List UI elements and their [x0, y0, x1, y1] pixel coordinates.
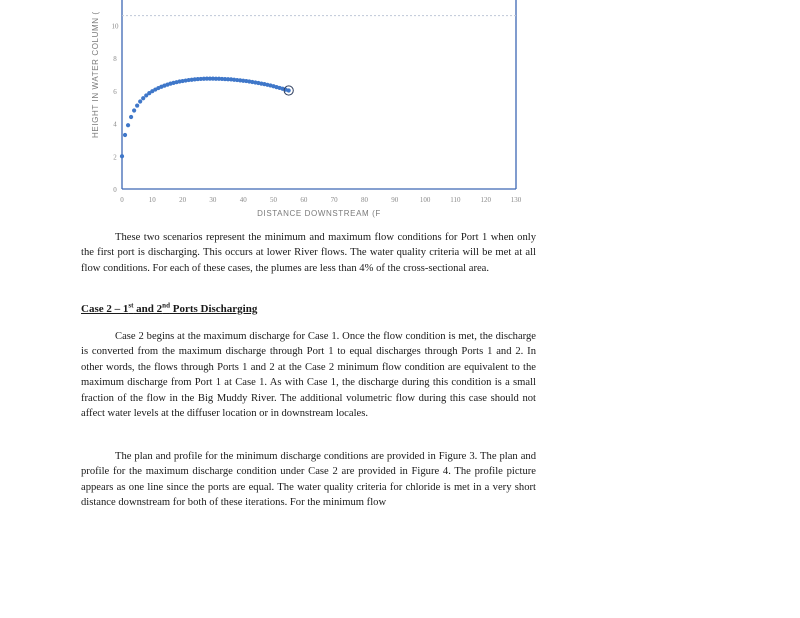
- y-tick-label: 8: [113, 55, 117, 64]
- plume-point: [126, 123, 130, 127]
- y-tick-label: 0: [113, 186, 117, 194]
- x-tick-label: 60: [300, 196, 308, 204]
- heading-suffix: Ports Discharging: [169, 303, 258, 315]
- x-tick-label: 40: [239, 196, 247, 204]
- plume-point: [123, 133, 127, 137]
- heading-sup-nd: nd: [162, 301, 170, 310]
- y-tick-label: 4: [113, 120, 117, 129]
- case-2-heading: [81, 303, 257, 315]
- x-tick-label: 20: [179, 196, 187, 204]
- x-tick-label: 110: [450, 196, 461, 204]
- x-tick-label: 120: [480, 196, 491, 204]
- plume-point: [138, 99, 142, 103]
- plume-profile-chart: [88, 0, 528, 222]
- paragraph-figures-text: The plan and profile for the minimum discharge conditions are provided in Figure 3. The plan and profile for the maximum discharge condition under Case 2 are provided in Figure 4. The profile picture appears as one line since the ports are equal. The water quality criteria for chloride is met in a very short distance downstream for both of these iterations. For the minimum flow: [81, 451, 536, 509]
- paragraph-case2-description: [81, 329, 536, 421]
- x-tick-label: 0: [120, 196, 124, 204]
- x-tick-label: 100: [419, 196, 431, 204]
- x-tick-label: 90: [391, 196, 399, 204]
- x-tick-label: 50: [270, 196, 278, 204]
- y-axis-title: HEIGHT IN WATER COLUMN (: [91, 11, 100, 138]
- paragraph-figures-description: [81, 449, 536, 511]
- y-tick-label: 10: [111, 22, 119, 31]
- plume-point: [135, 103, 139, 107]
- heading-prefix: Case 2 – 1: [81, 303, 129, 315]
- plume-point: [132, 108, 136, 112]
- paragraph-case2-text: Case 2 begins at the maximum discharge for Case 1. Once the flow condition is met, the discharge is converted from the maximum discharge through Port 1 to equal discharges through Ports 1 and 2. In other words, the flows through Ports 1 and 2 at the Case 2 minimum flow condition are equivalent to the maximum discharge from Port 1 at Case 1. As with Case 1, the discharge during this condition is a small fraction of the flow in the Big Muddy River. The additional volumetric flow during this case should not affect water levels at the diffuser location or in downstream locales.: [81, 331, 536, 420]
- x-tick-label: 70: [330, 196, 338, 204]
- x-tick-label: 10: [148, 196, 156, 204]
- paragraph-case1-text: These two scenarios represent the minimum and maximum flow conditions for Port 1 when only the first port is discharging. This occurs at lower River flows. The water quality criteria will be met at all flow conditions. For each of these cases, the plumes are less than 4% of the cross-sectional area.: [81, 232, 536, 274]
- plume-point: [120, 154, 124, 158]
- plume-profile-plot: [88, 0, 528, 222]
- x-tick-label: 130: [510, 196, 522, 204]
- plume-point: [129, 115, 133, 119]
- y-tick-label: 2: [113, 153, 117, 162]
- x-axis-title: DISTANCE DOWNSTREAM (F: [257, 209, 381, 218]
- x-tick-label: 80: [360, 196, 368, 204]
- paragraph-case1-summary: [81, 230, 536, 276]
- plume-point: [287, 88, 291, 92]
- heading-sup-st: st: [128, 301, 134, 310]
- heading-mid: and 2: [133, 303, 163, 315]
- y-tick-label: 6: [113, 87, 117, 96]
- x-tick-label: 30: [209, 196, 217, 204]
